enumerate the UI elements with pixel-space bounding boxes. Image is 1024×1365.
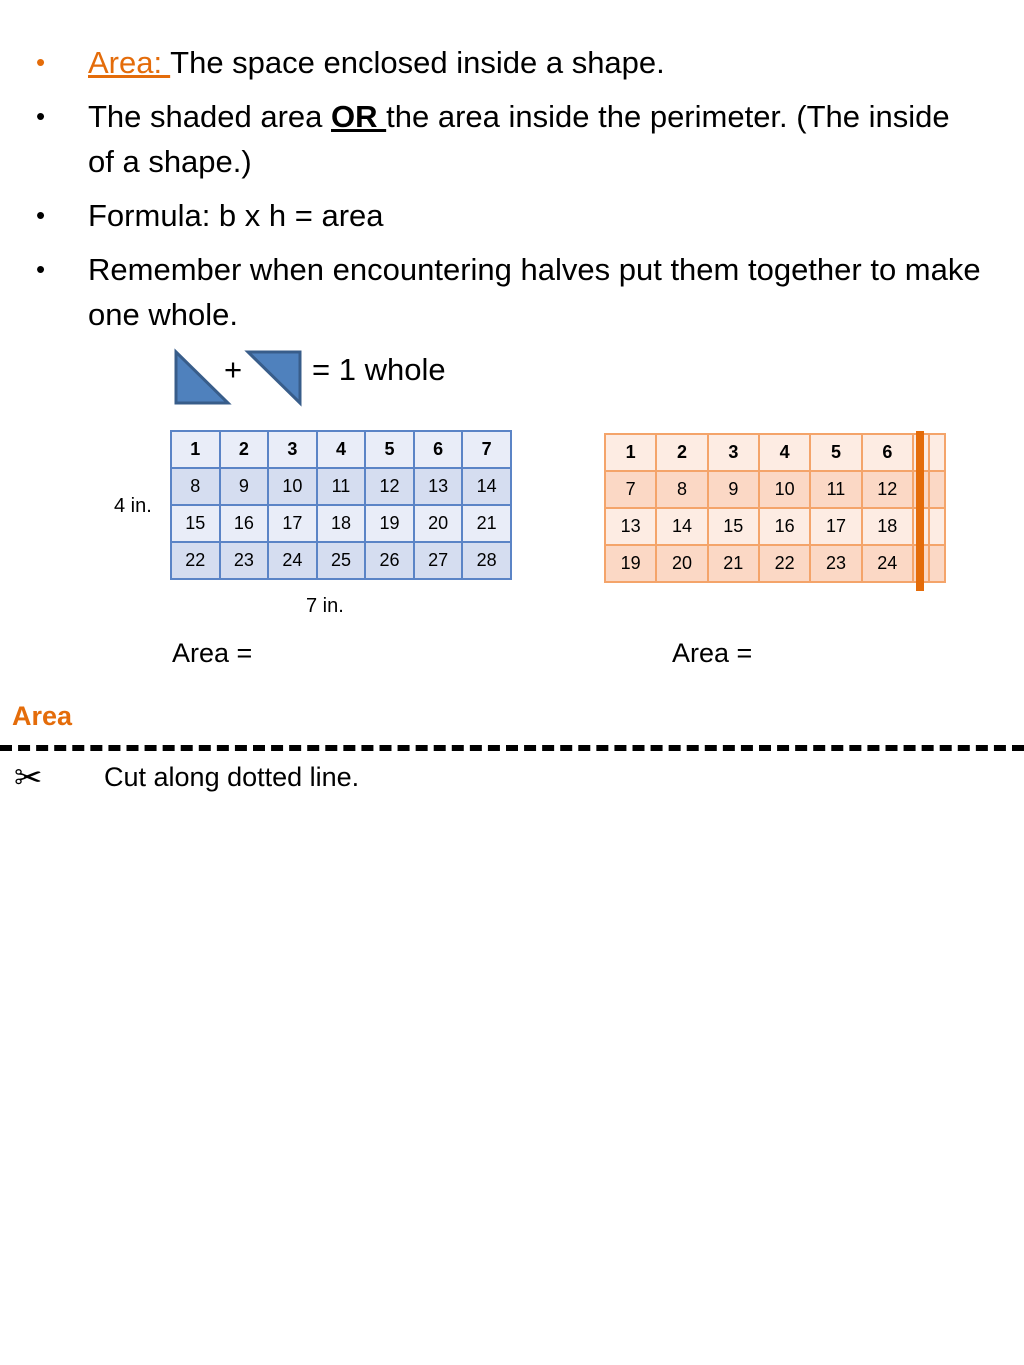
grid-cell [929,545,945,582]
shaded-area-pre: The shaded area [88,99,332,134]
grid-cell: 15 [708,508,759,545]
formula-text: Formula: b x h = area [88,198,384,233]
grid-cell: 6 [862,434,913,471]
grid-cell: 7 [605,471,656,508]
grid-cell: 20 [656,545,707,582]
area-answer-left: Area = [172,638,253,668]
grid-cell: 26 [365,542,414,579]
grid-cell [929,508,945,545]
grid-cell: 19 [605,545,656,582]
shaded-area-post: the area inside the perimeter. (The inside of a shape.) [88,99,950,179]
grid-cell: 20 [414,505,463,542]
grid-cell: 12 [862,471,913,508]
grid-cell: 14 [462,468,511,505]
height-label: 4 in. [114,495,152,517]
grid-row [171,542,511,579]
grid-cell: 23 [810,545,861,582]
grid-cell: 12 [365,468,414,505]
grid-cell: 27 [414,542,463,579]
grid-cell: 22 [759,545,810,582]
grid-cell: 4 [759,434,810,471]
bullet-halves [0,247,1024,337]
bullet-formula [0,193,1024,238]
bullet-dot: • [36,47,46,77]
grid-cell: 16 [220,505,269,542]
grid-cell: 8 [656,471,707,508]
grid-row [605,545,945,582]
bullet-dot: • [36,200,46,230]
grid-cell: 24 [268,542,317,579]
cut-line [0,745,1024,751]
or-emphasis: OR [331,99,387,134]
grid-cell: 7 [462,431,511,468]
grid-cell: 4 [317,431,366,468]
grid-row [605,508,945,545]
grid-cell: 2 [656,434,707,471]
grid-row [605,434,945,471]
grid-cell: 17 [268,505,317,542]
bullet-dot: • [36,254,46,284]
grid-row [605,471,945,508]
grid-row [171,468,511,505]
scissors-icon: ✂ [14,758,43,798]
bullet-dot: • [36,101,46,131]
grid-cell: 6 [414,431,463,468]
grid-row [171,505,511,542]
area-term: Area: [88,45,171,80]
left-triangle-icon [172,348,232,408]
grid-cell: 8 [171,468,220,505]
area-definition: The space enclosed inside a shape. [170,45,665,80]
grid-cell: 3 [268,431,317,468]
grid-cell: 1 [605,434,656,471]
grid-cell: 21 [462,505,511,542]
bullet-shaded-area [0,94,1024,184]
grid-cell: 9 [220,468,269,505]
plus-sign: + [224,352,243,387]
bullet-area-definition [0,40,1024,85]
grid-cell: 18 [862,508,913,545]
grid-cell: 21 [708,545,759,582]
grid-cell: 10 [268,468,317,505]
orange-area-grid [604,433,946,583]
bullet-list [0,40,1024,346]
grid-cell: 28 [462,542,511,579]
grid-cell: 16 [759,508,810,545]
grid-cell: 13 [605,508,656,545]
blue-area-grid [170,430,512,580]
area-answer-right: Area = [672,638,753,668]
section-title: Area [12,701,73,731]
grid-cell: 13 [414,468,463,505]
grid-cell [929,471,945,508]
grid-cell: 10 [759,471,810,508]
grid-cell: 2 [220,431,269,468]
half-column-divider [916,431,924,591]
grid-cell: 11 [317,468,366,505]
grid-cell: 24 [862,545,913,582]
grid-cell: 11 [810,471,861,508]
grid-cell: 5 [810,434,861,471]
grid-cell: 25 [317,542,366,579]
one-whole-text: = 1 whole [312,352,446,387]
grid-cell: 1 [171,431,220,468]
grid-cell: 22 [171,542,220,579]
grid-cell: 3 [708,434,759,471]
grid-cell: 9 [708,471,759,508]
grid-cell: 5 [365,431,414,468]
grid-cell [929,434,945,471]
width-label: 7 in. [306,595,344,617]
halves-text: Remember when encountering halves put them together to make one whole. [88,252,981,332]
grid-cell: 17 [810,508,861,545]
grid-cell: 23 [220,542,269,579]
grid-cell: 15 [171,505,220,542]
grid-cell: 14 [656,508,707,545]
grid-cell: 19 [365,505,414,542]
grid-cell: 18 [317,505,366,542]
cut-instruction: Cut along dotted line. [104,762,360,792]
grid-row [171,431,511,468]
right-triangle-icon [244,348,304,408]
